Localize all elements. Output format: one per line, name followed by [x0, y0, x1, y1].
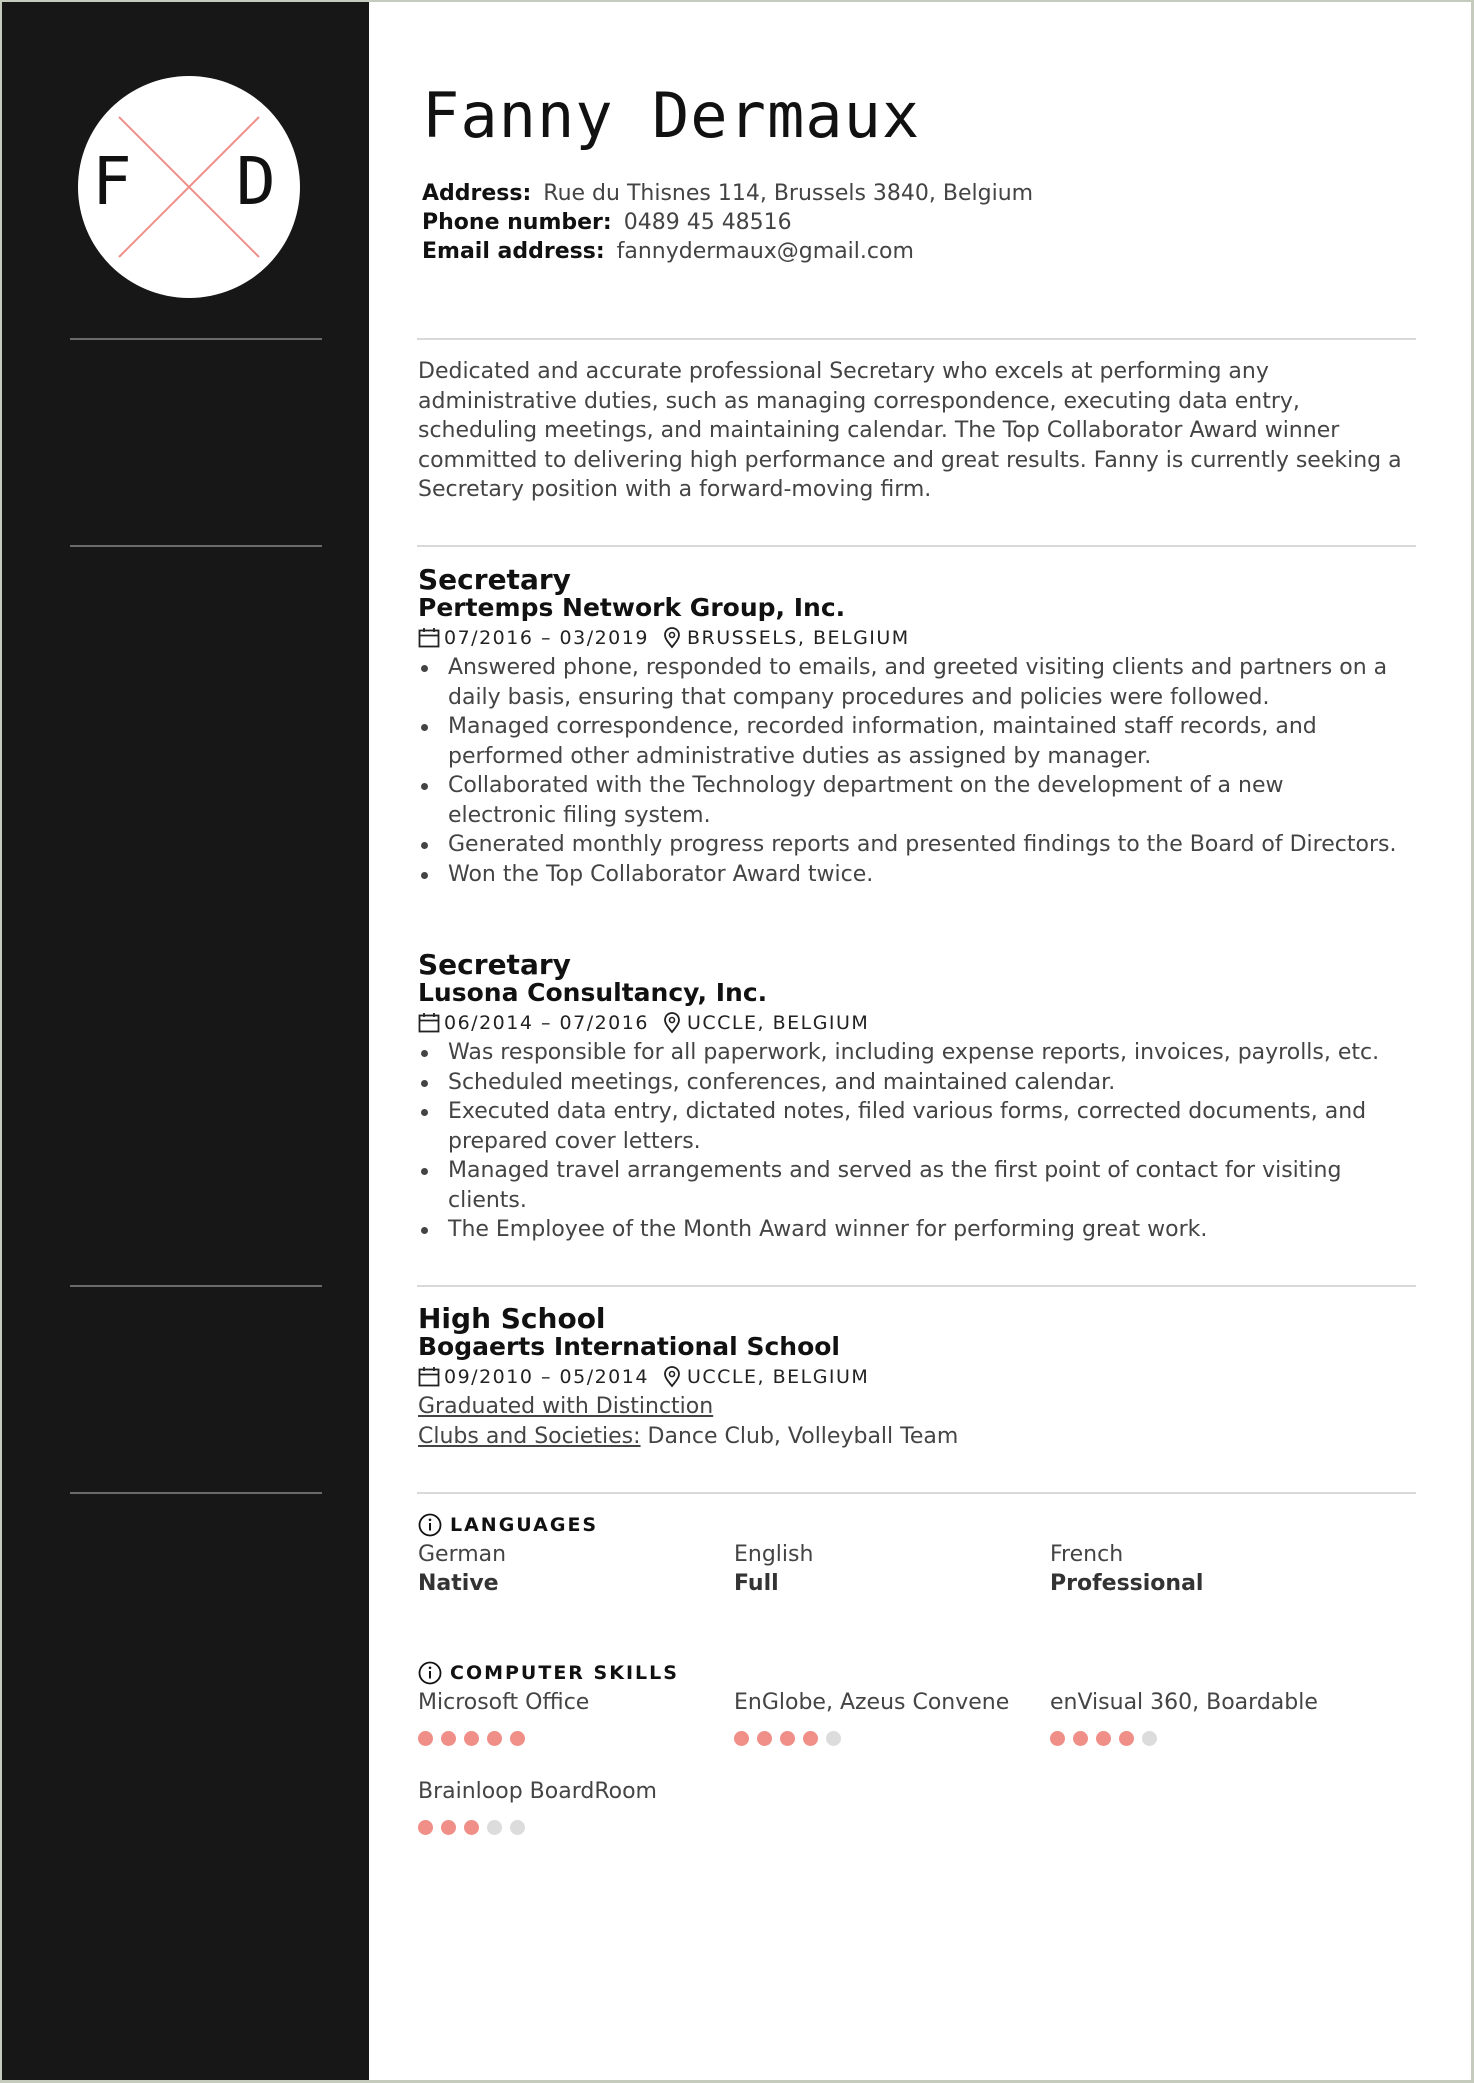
phone-value[interactable]: 0489 45 48516 — [623, 210, 792, 235]
job-dates: 06/2014 – 07/2016 — [444, 1012, 649, 1034]
location-pin-icon — [661, 1012, 683, 1034]
job-title: Secretary — [418, 948, 571, 981]
rating-dot-empty — [826, 1731, 841, 1746]
education-meta — [418, 1364, 869, 1390]
list-item: Won the Top Collaborator Award twice. — [418, 860, 1398, 890]
monogram-avatar — [78, 76, 300, 298]
sidebar-divider-profile — [70, 338, 322, 340]
calendar-icon — [418, 1366, 440, 1388]
languages-heading — [418, 1512, 598, 1538]
skill-rating — [1050, 1731, 1350, 1746]
rating-dot-empty — [1142, 1731, 1157, 1746]
info-icon — [418, 1661, 442, 1685]
job-company: Lusona Consultancy, Inc. — [418, 978, 768, 1007]
rating-dot-filled — [418, 1731, 433, 1746]
job-bullets — [418, 653, 1398, 889]
monogram-initial-first: F — [92, 143, 132, 220]
job-title: Secretary — [418, 563, 571, 596]
list-item: Executed data entry, dictated notes, filed various forms, corrected documents, and prepared cover letters. — [418, 1097, 1398, 1156]
job-company: Pertemps Network Group, Inc. — [418, 593, 846, 622]
language-level: Native — [418, 1571, 499, 1596]
rating-dot-filled — [1096, 1731, 1111, 1746]
calendar-icon — [418, 1012, 440, 1034]
list-item: Managed correspondence, recorded information, maintained staff records, and performed other administrative duties as assigned by manager. — [418, 712, 1398, 771]
rating-dot-empty — [510, 1820, 525, 1835]
language-name: French — [1050, 1542, 1124, 1567]
computer-skill-item — [418, 1777, 718, 1835]
list-item: Answered phone, responded to emails, and greeted visiting clients and partners on a daily basis, ensuring that company procedures and policies were followed. — [418, 653, 1398, 712]
education-degree: High School — [418, 1302, 606, 1335]
skills-divider — [417, 1492, 1416, 1494]
contact-phone — [422, 208, 792, 237]
computer-skill-name: EnGlobe, Azeus Convene — [734, 1690, 1010, 1715]
calendar-icon — [418, 627, 440, 649]
job-meta — [418, 1010, 869, 1036]
list-item: Managed travel arrangements and served as the first point of contact for visiting clients. — [418, 1156, 1398, 1215]
language-level: Full — [734, 1571, 779, 1596]
language-name: German — [418, 1542, 507, 1567]
clubs-label: Clubs and Societies: — [418, 1424, 641, 1449]
rating-dot-filled — [441, 1820, 456, 1835]
profile-divider — [417, 338, 1416, 340]
rating-dot-filled — [1119, 1731, 1134, 1746]
job-location: BRUSSELS, BELGIUM — [686, 627, 910, 649]
rating-dot-filled — [487, 1731, 502, 1746]
job-location: UCCLE, BELGIUM — [686, 1012, 870, 1034]
rating-dot-filled — [734, 1731, 749, 1746]
contact-address — [422, 179, 1033, 208]
location-pin-icon — [661, 627, 683, 649]
email-label: Email address: — [422, 239, 605, 264]
address-label: Address: — [422, 181, 532, 206]
info-icon — [418, 1513, 442, 1537]
language-item — [418, 1540, 718, 1598]
phone-label: Phone number: — [422, 210, 612, 235]
address-value: Rue du Thisnes 114, Brussels 3840, Belgium — [543, 181, 1034, 206]
languages-title: LANGUAGES — [450, 1514, 599, 1536]
education-divider — [417, 1285, 1416, 1287]
rating-dot-filled — [418, 1820, 433, 1835]
education-school: Bogaerts International School — [418, 1332, 840, 1361]
email-value[interactable]: fannydermaux@gmail.com — [616, 239, 914, 264]
rating-dot-filled — [464, 1731, 479, 1746]
education-distinction — [418, 1392, 713, 1421]
education-location: UCCLE, BELGIUM — [686, 1366, 870, 1388]
skill-rating — [418, 1820, 718, 1835]
list-item: Scheduled meetings, conferences, and maintained calendar. — [418, 1068, 1398, 1098]
language-name: English — [734, 1542, 814, 1567]
computer-skill-name: Microsoft Office — [418, 1690, 590, 1715]
monogram-initial-last: D — [236, 143, 276, 220]
computer-skill-name: Brainloop BoardRoom — [418, 1779, 657, 1804]
rating-dot-filled — [1050, 1731, 1065, 1746]
location-pin-icon — [661, 1366, 683, 1388]
language-item — [1050, 1540, 1350, 1598]
rating-dot-filled — [510, 1731, 525, 1746]
sidebar-divider-education — [70, 1285, 322, 1287]
job-meta — [418, 625, 910, 651]
list-item: Was responsible for all paperwork, including expense reports, invoices, payrolls, etc. — [418, 1038, 1398, 1068]
rating-dot-filled — [757, 1731, 772, 1746]
computer-skill-name: enVisual 360, Boardable — [1050, 1690, 1318, 1715]
sidebar — [2, 2, 369, 2080]
job-bullets — [418, 1038, 1398, 1245]
computer-skill-item — [734, 1688, 1034, 1746]
resume-page — [2, 2, 1471, 2080]
sidebar-divider-skills — [70, 1492, 322, 1494]
rating-dot-filled — [441, 1731, 456, 1746]
rating-dot-filled — [803, 1731, 818, 1746]
job-dates: 07/2016 – 03/2019 — [444, 627, 649, 649]
candidate-name: Fanny Dermaux — [422, 79, 921, 152]
skill-rating — [734, 1731, 1034, 1746]
list-item: Generated monthly progress reports and presented findings to the Board of Directors. — [418, 830, 1398, 860]
sidebar-divider-work — [70, 545, 322, 547]
clubs-value: Dance Club, Volleyball Team — [640, 1424, 959, 1449]
contact-email — [422, 237, 914, 266]
list-item: Collaborated with the Technology department on the development of a new electronic filing system. — [418, 771, 1398, 830]
language-level: Professional — [1050, 1571, 1204, 1596]
computer-skills-title: COMPUTER SKILLS — [450, 1662, 679, 1684]
distinction-text: Graduated with Distinction — [418, 1394, 714, 1419]
education-dates: 09/2010 – 05/2014 — [444, 1366, 649, 1388]
profile-summary: Dedicated and accurate professional Secretary who excels at performing any administrative duties, such as managing correspondence, executing data entry, scheduling meetings, and maintaining calendar. The Top Collaborator Award winner committed to delivering high performance and great results. Fanny is currently seeking a Secretary position with a forward-moving firm. — [418, 359, 1402, 502]
computer-skills-heading — [418, 1660, 679, 1686]
rating-dot-filled — [464, 1820, 479, 1835]
language-item — [734, 1540, 1034, 1598]
skill-rating — [418, 1731, 718, 1746]
rating-dot-filled — [1073, 1731, 1088, 1746]
computer-skill-item — [418, 1688, 718, 1746]
rating-dot-empty — [487, 1820, 502, 1835]
rating-dot-filled — [780, 1731, 795, 1746]
work-divider — [417, 545, 1416, 547]
list-item: The Employee of the Month Award winner for performing great work. — [418, 1215, 1398, 1245]
computer-skill-item — [1050, 1688, 1350, 1746]
education-clubs — [418, 1422, 958, 1451]
